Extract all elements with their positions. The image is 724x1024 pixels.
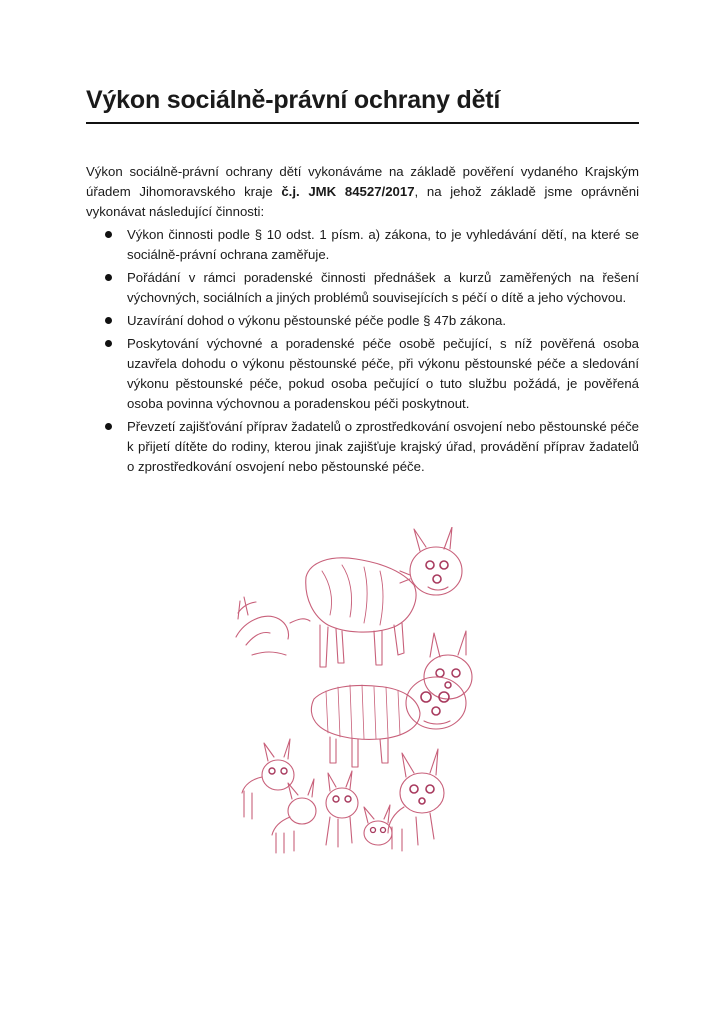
bullet-icon	[105, 423, 112, 430]
list-item	[86, 417, 639, 477]
list-item-text: Pořádání v rámci poradenské činnosti přednášek a kurzů zaměřených na řešení výchovných, sociálních a jiných problémů souvisejících s péčí o dítě a jeho výchovou.	[127, 270, 639, 305]
bullet-icon	[105, 274, 112, 281]
list-item-text: Převzetí zajišťování příprav žadatelů o zprostředkování osvojení nebo pěstounské péče k přijetí dítěte do rodiny, kterou jinak zajišťuje krajský úřad, provádění příprav žadatelů o zprostředkování osvojení nebo pěstounské péče.	[127, 419, 639, 474]
page-title: Výkon sociálně-právní ochrany dětí	[86, 86, 501, 114]
list-item	[86, 334, 639, 414]
list-item-text: Uzavírání dohod o výkonu pěstounské péče podle § 47b zákona.	[127, 313, 507, 328]
list-item	[86, 311, 639, 331]
title-underline	[86, 122, 639, 124]
intro-text-start: Výkon sociálně-právní ochrany dětí vykonáváme na základě pověření vydaného Krajským úřadem Jihomoravského kraje	[86, 164, 639, 199]
list-item-text: Poskytování výchovné a poradenské péče osobě pečující, s níž pověřená osoba uzavřela dohodu o výkonu pěstounské péče, při výkonu pěstounské péče a sledování výkonu pěstounské péče, pokud osoba pečující o tuto službu požádá, je pověřená osoba povinna výchovnou a poradenskou péči poskytnout.	[127, 336, 639, 411]
drawing-animal-top	[290, 527, 462, 667]
bullet-icon	[105, 317, 112, 324]
drawing-rabbit-bottom-right	[364, 749, 444, 851]
drawing-creature-left	[236, 597, 289, 655]
list-item	[86, 225, 639, 265]
intro-reference-number: č.j. JMK 84527/2017	[281, 184, 415, 199]
intro-paragraph	[86, 162, 639, 222]
activities-list	[86, 225, 639, 480]
drawing-animal-middle	[311, 677, 466, 767]
list-item	[86, 268, 639, 308]
drawing-rabbit-right	[424, 631, 472, 699]
intro-text-end: , na jehož základě jsme oprávněni vykonávat následující činnosti:	[86, 184, 639, 219]
list-item-text: Výkon činnosti podle § 10 odst. 1 písm. a) zákona, to je vyhledávání dětí, na které se sociálně-právní ochrana zaměřuje.	[127, 227, 639, 262]
bullet-icon	[105, 340, 112, 347]
drawing-animals-bottom-left	[242, 739, 358, 853]
child-drawing-image	[234, 527, 496, 855]
bullet-icon	[105, 231, 112, 238]
